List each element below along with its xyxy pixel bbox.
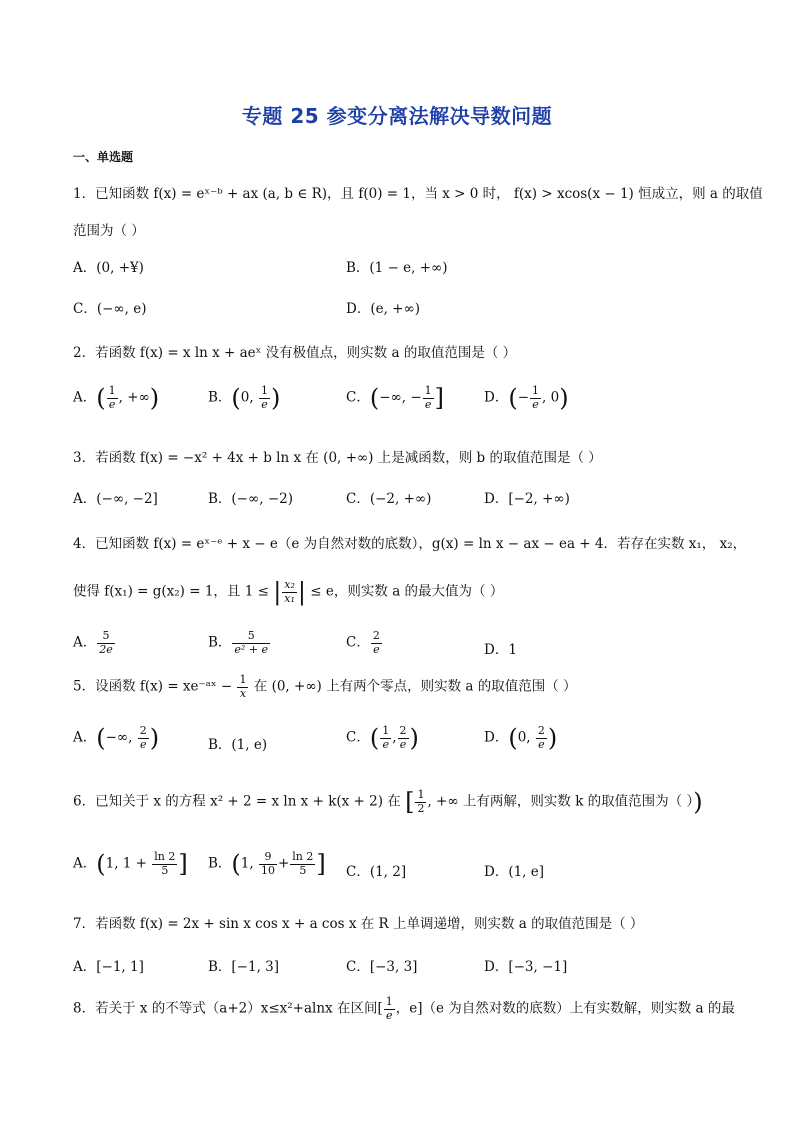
q6-option-b: B．(1, $\frac{9}{10}$ + $\frac{\ln 2}{5}$ ]: [208, 849, 326, 878]
q7-option-d: D．[−3, −1]: [484, 959, 568, 975]
q3-option-d: D．[−2, +∞): [484, 491, 570, 507]
q6-option-c: C．(1, 2]: [346, 864, 407, 880]
q8-stem: 8．若关于 x 的不等式（a+2）x≤x²+alnx 在区间[ $\frac{1}{e}$ ，e]（e 为自然对数的底数）上有实数解，则实数 a 的最: [73, 995, 735, 1022]
q1-option-c: C．(−∞, e): [73, 301, 147, 317]
q1-option-b: B．(1 − e, +∞): [346, 260, 448, 276]
q5-option-d: D．(0, $\frac{2}{e}$ ): [484, 723, 558, 752]
q6-option-a: A．(1, 1 + $\frac{\ln 2}{5}$ ]: [73, 849, 188, 878]
q2-option-b: B．(0, $\frac{1}{e}$ ): [208, 383, 281, 412]
q5-stem: 5．设函数 f(x) = xe⁻ᵃˣ − $\frac{1}{x}$ 在 (0, +∞) 上有两个零点，则实数 a 的取值范围（ ）: [73, 673, 577, 700]
q4-option-d: D．1: [484, 642, 517, 658]
q3-stem: 3．若函数 f(x) = −x² + 4x + b ln x 在 (0, +∞) 上是减函数，则 b 的取值范围是（ ）: [73, 450, 602, 466]
page-title: 专题 25 参变分离法解决导数问题: [241, 104, 553, 128]
q5-option-a: A．(−∞, $\frac{2}{e}$ ): [73, 723, 160, 752]
q1-option-d: D．(e, +∞): [346, 301, 420, 317]
section-heading: 一、单选题: [73, 150, 134, 164]
q4-option-b: B． $\frac{5}{\text{e² + e}}$: [208, 629, 269, 656]
q7-option-c: C．[−3, 3]: [346, 959, 418, 975]
q3-option-a: A．(−∞, −2]: [73, 491, 158, 507]
q3-option-b: B．(−∞, −2): [208, 491, 293, 507]
q2-option-d: D．(− $\frac{1}{e}$ , 0): [484, 383, 569, 412]
q3-option-c: C．(−2, +∞): [346, 491, 432, 507]
q6-stem: 6．已知关于 x 的方程 x² + 2 = x ln x + k(x + 2) 在 [ $\frac{1}{2}$ , +∞ 上有两解，则实数 k 的取值范围为（ ）): [73, 787, 703, 816]
q6-option-d: D．(1, e]: [484, 864, 545, 880]
q7-option-a: A．[−1, 1]: [73, 959, 144, 975]
q1-stem: 1．已知函数 f(x) = eˣ⁻ᵇ + ax (a, b ∈ R)，且 f(0) = 1，当 x > 0 时， f(x) > xcos(x − 1) 恒成立，则 a 的取值: [73, 186, 763, 202]
q2-stem: 2．若函数 f(x) = x ln x + aeˣ 没有极值点，则实数 a 的取值范围是（ ）: [73, 345, 517, 361]
q5-option-b: B．(1, e): [208, 737, 268, 753]
q4-stem: 4．已知函数 f(x) = eˣ⁻ᵉ + x − e（e 为自然对数的底数），g(x) = ln x − ax − ea + 4．若存在实数 x₁， x₂，: [73, 536, 747, 552]
q2-option-a: A．( $\frac{1}{e}$ , +∞): [73, 383, 160, 412]
q7-stem: 7．若函数 f(x) = 2x + sin x cos x + a cos x 在 R 上单调递增，则实数 a 的取值范围是（ ）: [73, 916, 644, 932]
q5-option-c: C．( $\frac{1}{e}$ , $\frac{2}{e}$ ): [346, 723, 419, 752]
q1-stem-cont: 范围为（ ）: [73, 223, 145, 239]
q4-stem-cont: 使得 f(x₁) = g(x₂) = 1，且 1 ≤ | $\frac{\text{x₂}}{\text{x₁}}$ | ≤ e，则实数 a 的最大值为（ ）: [73, 577, 504, 606]
q2-option-c: C．(−∞, − $\frac{1}{e}$ ]: [346, 383, 445, 412]
q4-option-a: A． $\frac{5}{2e}$: [73, 629, 113, 656]
q7-option-b: B．[−1, 3]: [208, 959, 280, 975]
q1-option-a: A．(0, +¥): [73, 260, 144, 276]
q4-option-c: C． $\frac{2}{e}$: [346, 629, 380, 656]
